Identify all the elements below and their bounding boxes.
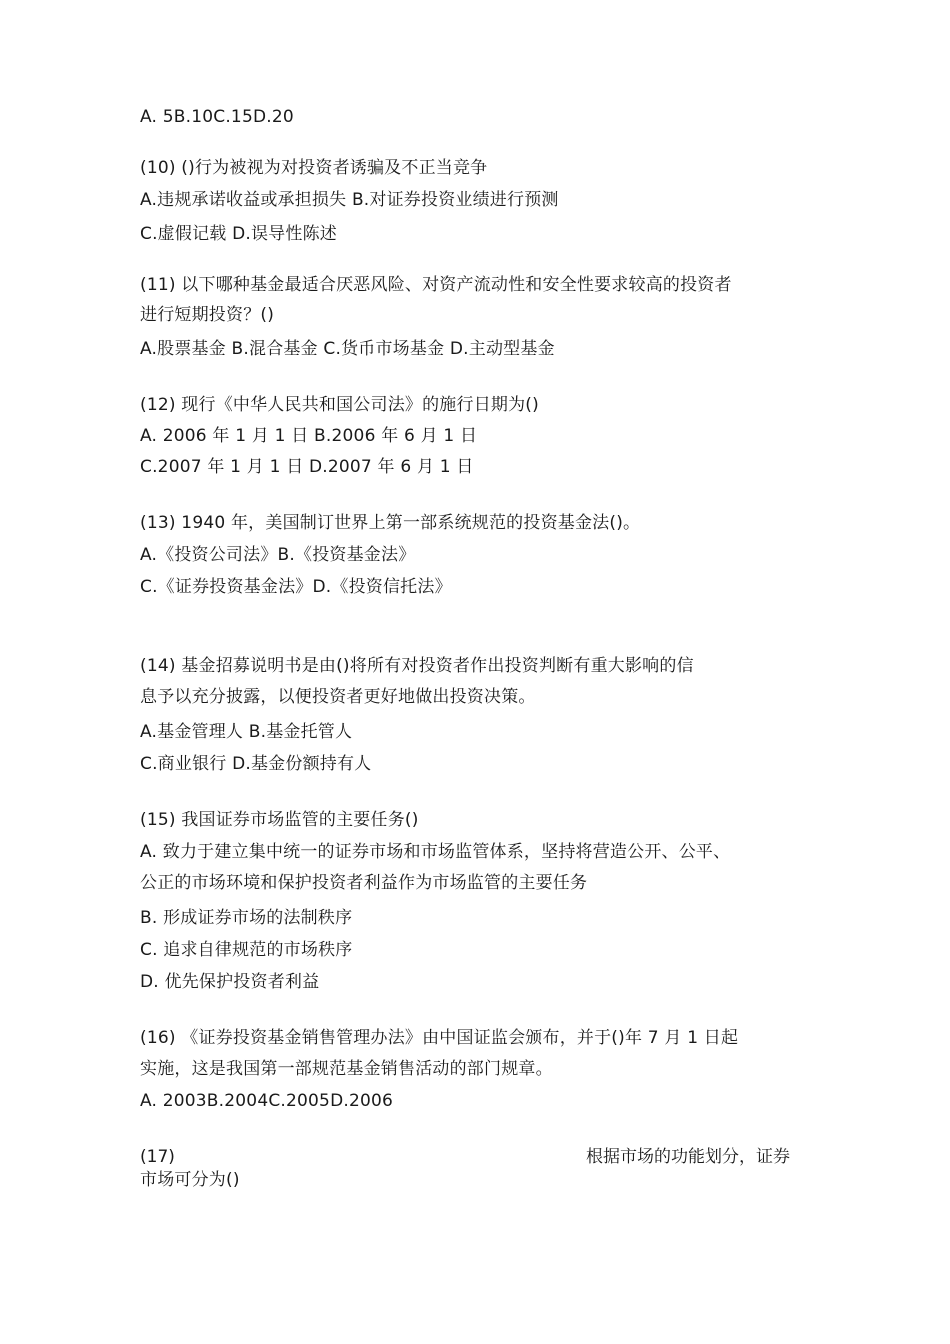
q11-question-line2: 进行短期投资？(): [140, 305, 275, 325]
q15-question: (15) 我国证券市场监管的主要任务(): [140, 810, 419, 830]
q13-options-cd: C.《证券投资基金法》D.《投资信托法》: [140, 577, 452, 597]
q13-question: (13) 1940 年，美国制订世界上第一部系统规范的投资基金法()。: [140, 513, 641, 533]
q15-option-b: B. 形成证券市场的法制秩序: [140, 908, 353, 928]
q13-options-ab: A.《投资公司法》B.《投资基金法》: [140, 545, 416, 565]
q15-option-d: D. 优先保护投资者利益: [140, 972, 320, 992]
q15-option-a-line2: 公正的市场环境和保护投资者利益作为市场监管的主要任务: [140, 873, 588, 893]
q16-options: A. 2003B.2004C.2005D.2006: [140, 1091, 394, 1111]
q12-options-ab: A. 2006 年 1 月 1 日 B.2006 年 6 月 1 日: [140, 426, 478, 446]
q16-question-line2: 实施，这是我国第一部规范基金销售活动的部门规章。: [140, 1059, 553, 1079]
q14-options-cd: C.商业银行 D.基金份额持有人: [140, 754, 372, 774]
q12-question: (12) 现行《中华人民共和国公司法》的施行日期为(): [140, 395, 539, 415]
q17-question-line1: [140, 1146, 790, 1168]
q16-question-line1: (16) 《证券投资基金销售管理办法》由中国证监会颁布，并于()年 7 月 1 日起: [140, 1028, 739, 1048]
q11-question-line1: (11) 以下哪种基金最适合厌恶风险、对资产流动性和安全性要求较高的投资者: [140, 275, 732, 295]
q10-options-cd: C.虚假记载 D.误导性陈述: [140, 224, 337, 244]
q17-text-right: 根据市场的功能划分，证券: [586, 1147, 790, 1167]
q14-options-ab: A.基金管理人 B.基金托管人: [140, 722, 353, 742]
q17-number: (17): [140, 1147, 175, 1167]
q14-question-line1: (14) 基金招募说明书是由()将所有对投资者作出投资判断有重大影响的信: [140, 656, 694, 676]
q15-option-c: C. 追求自律规范的市场秩序: [140, 940, 353, 960]
q10-question: (10) ()行为被视为对投资者诱骗及不正当竞争: [140, 158, 488, 178]
q9-options: A. 5B.10C.15D.20: [140, 107, 294, 127]
q12-options-cd: C.2007 年 1 月 1 日 D.2007 年 6 月 1 日: [140, 457, 474, 477]
q14-question-line2: 息予以充分披露，以便投资者更好地做出投资决策。: [140, 687, 536, 707]
q10-options-ab: A.违规承诺收益或承担损失 B.对证券投资业绩进行预测: [140, 190, 559, 210]
q11-options: A.股票基金 B.混合基金 C.货币市场基金 D.主动型基金: [140, 339, 555, 359]
q17-question-line2: 市场可分为(): [140, 1170, 240, 1190]
q15-option-a-line1: A. 致力于建立集中统一的证券市场和市场监管体系，坚持将营造公开、公平、: [140, 842, 731, 862]
